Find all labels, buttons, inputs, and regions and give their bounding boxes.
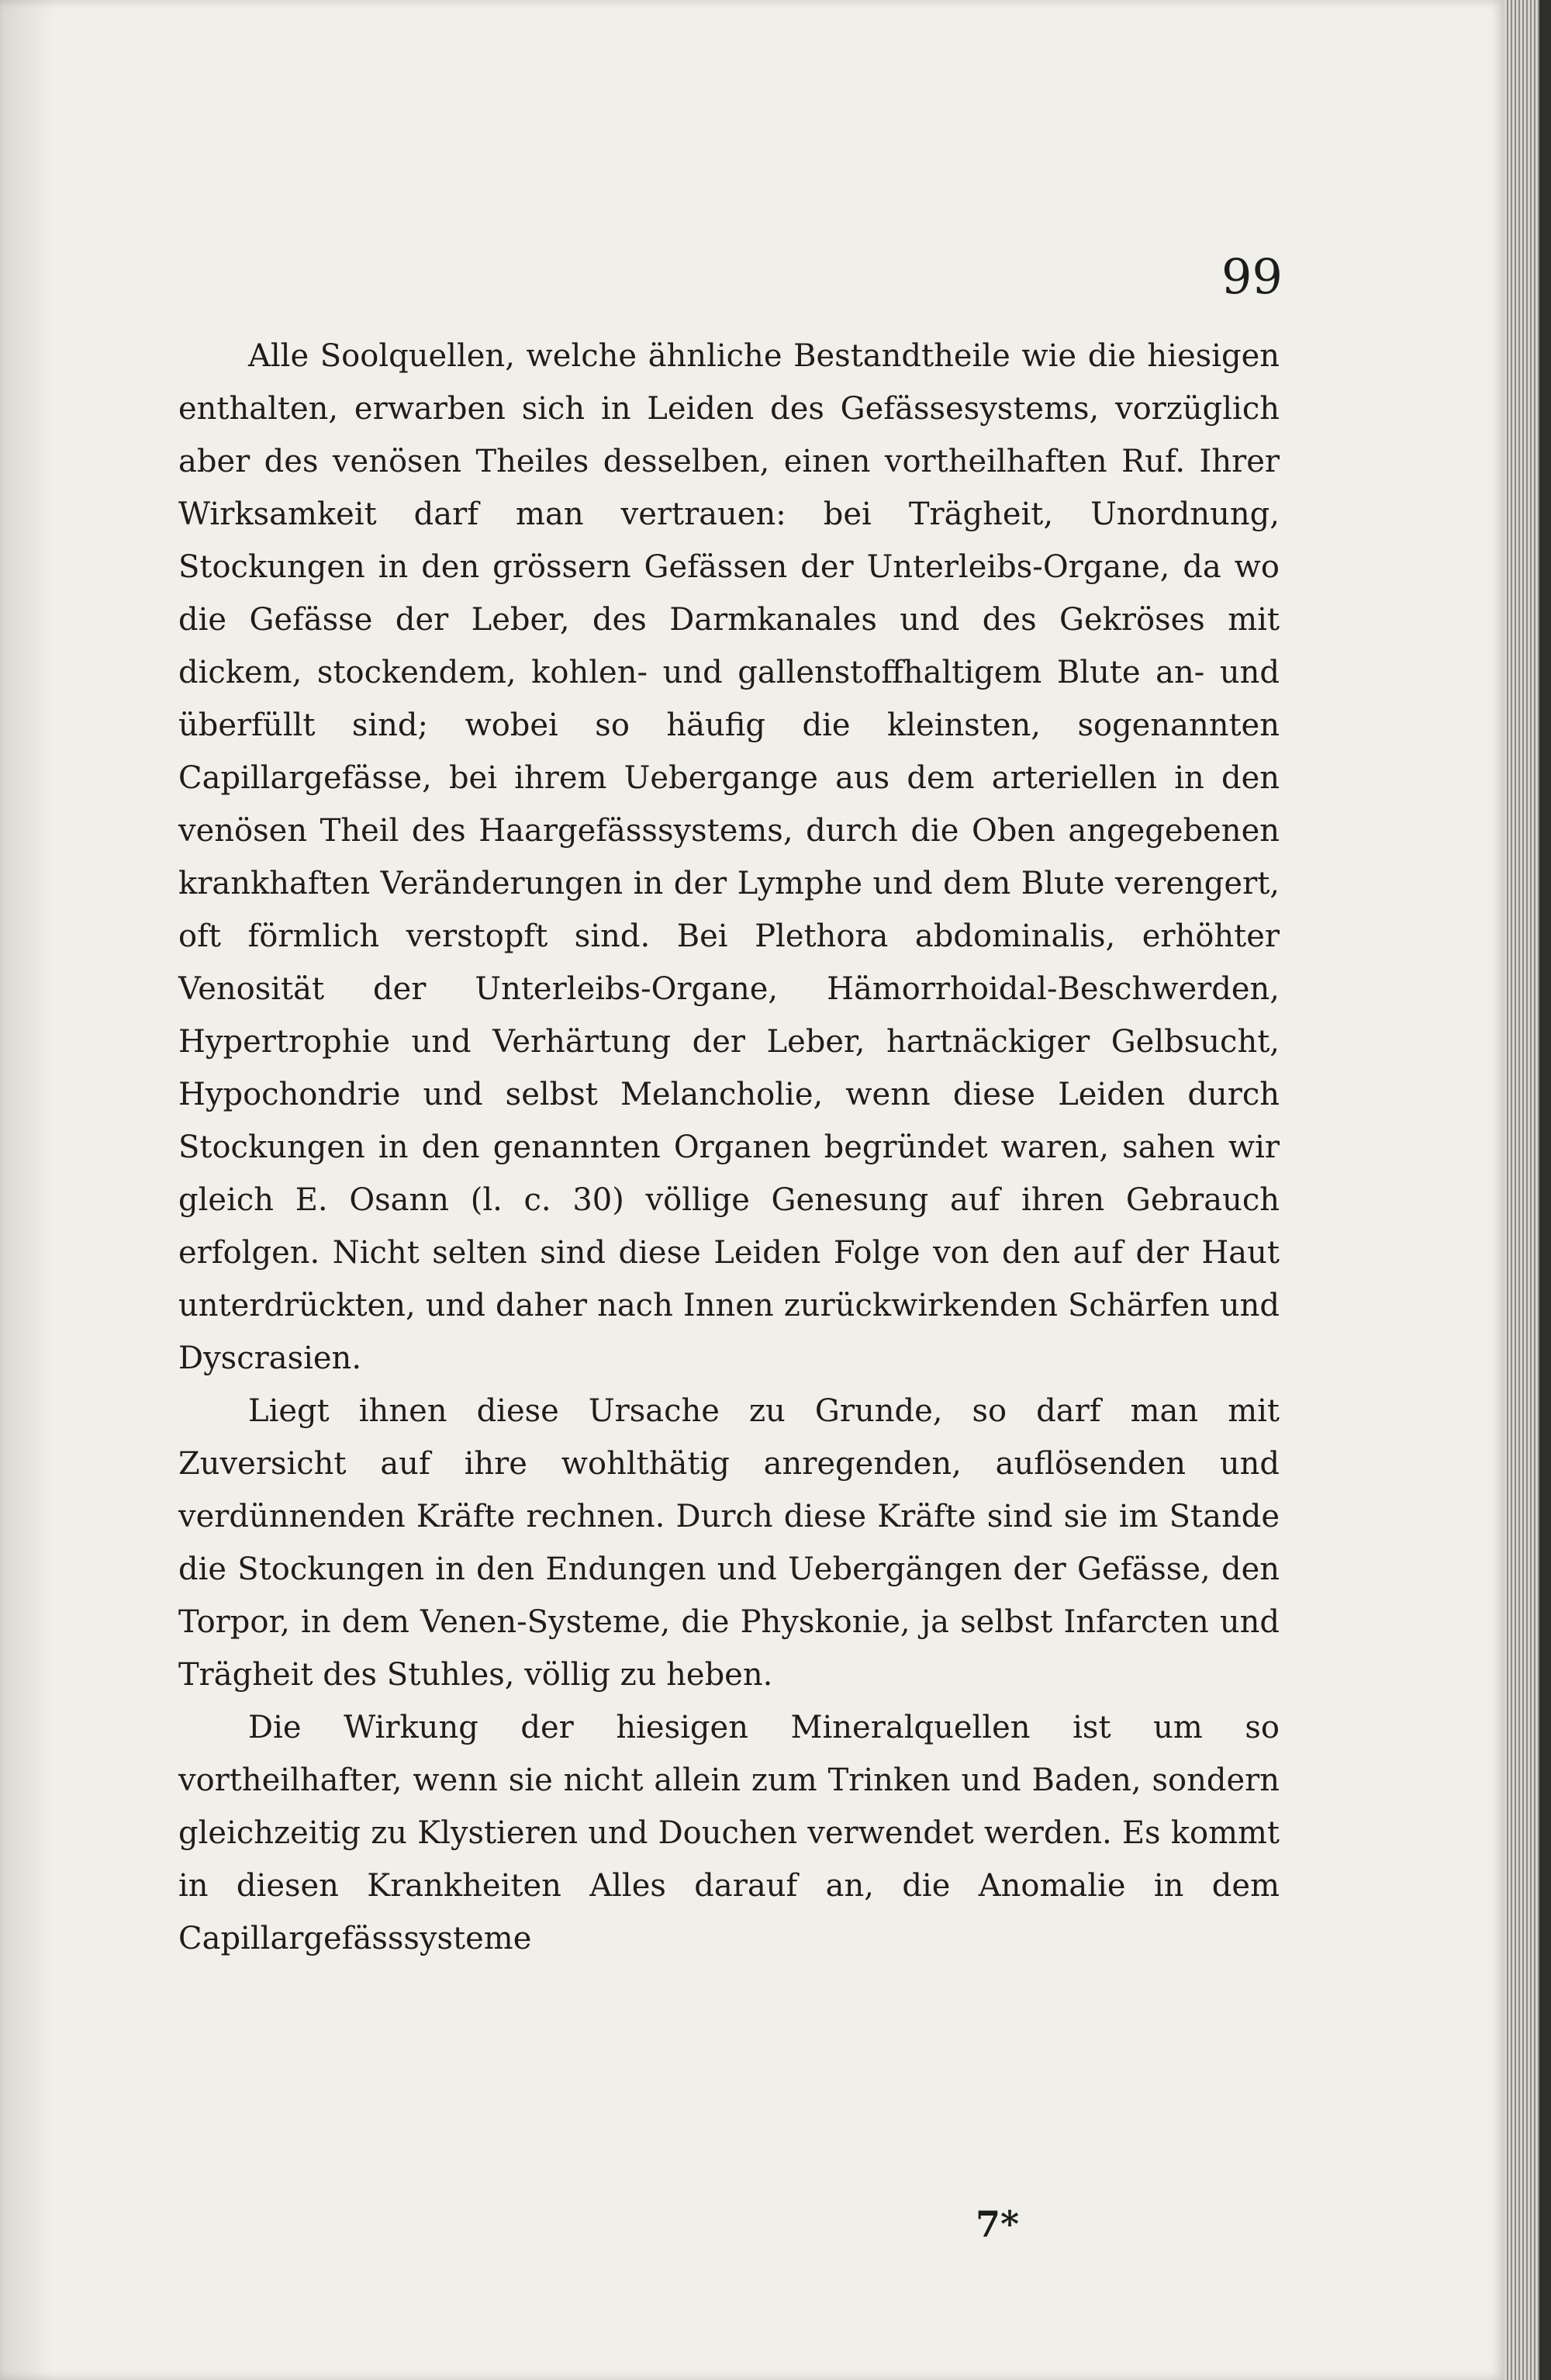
paragraph-2: Liegt ihnen diese Ursache zu Grunde, so darf man mit Zuversicht auf ihre wohlthätig anregenden, auflösenden und verdünnenden Kräfte rechnen. Durch diese Kräfte sind sie im Stande die Stockungen in den Endungen und Uebergängen der Gefässe, den Torpor, in dem Venen-Systeme, die Physkonie, ja selbst Infarcten und Trägheit des Stuhles, völlig zu heben. bbox=[178, 1393, 1280, 1693]
signature-mark: 7* bbox=[976, 2203, 1020, 2245]
body-text bbox=[178, 330, 1280, 1965]
page-number: 99 bbox=[1221, 248, 1283, 305]
book-cover-edge bbox=[1539, 0, 1551, 2380]
paragraph-1: Alle Soolquellen, welche ähnliche Bestandtheile wie die hiesigen enthalten, erwarben sich in Leiden des Gefässesystems, vorzüglich aber des venösen Theiles desselben, einen vortheilhaften Ruf. Ihrer Wirksamkeit darf man vertrauen: bei Trägheit, Unordnung, Stockungen in den grössern Gefässen der Unterleibs-Organe, da wo die Gefässe der Leber, des Darmkanales und des Gekröses mit dickem, stockendem, kohlen- und gallenstoffhaltigem Blute an- und überfüllt sind; wobei so häufig die kleinsten, sogenannten Capillargefässe, bei ihrem Uebergange aus dem arteriellen in den venösen Theil des Haargefässsystems, durch die Oben angegebenen krankhaften Veränderungen in der Lymphe und dem Blute verengert, oft förmlich verstopft sind. Bei Plethora abdominalis, erhöhter Venosität der Unterleibs-Organe, Hämorrhoidal-Beschwerden, Hypertrophie und Verhärtung der Leber, hartnäckiger Gelbsucht, Hypochondrie und selbst Melancholie, wenn diese Leiden durch Stockungen in den genannten Organen begründet waren, sahen wir gleich E. Osann (l. c. 30) völlige Genesung auf ihren Gebrauch erfolgen. Nicht selten sind diese Leiden Folge von den auf der Haut unterdrückten, und daher nach Innen zurückwirkenden Schärfen und Dyscrasien. bbox=[178, 338, 1280, 1376]
paragraph-3: Die Wirkung der hiesigen Mineralquellen ist um so vortheilhafter, wenn sie nicht allein zum Trinken und Baden, sondern gleichzeitig zu Klystieren und Douchen verwendet werden. Es kommt in diesen Krankheiten Alles darauf an, die Anomalie in dem Capillargefässsysteme bbox=[178, 1710, 1280, 1956]
binding-shadow bbox=[0, 0, 54, 2380]
